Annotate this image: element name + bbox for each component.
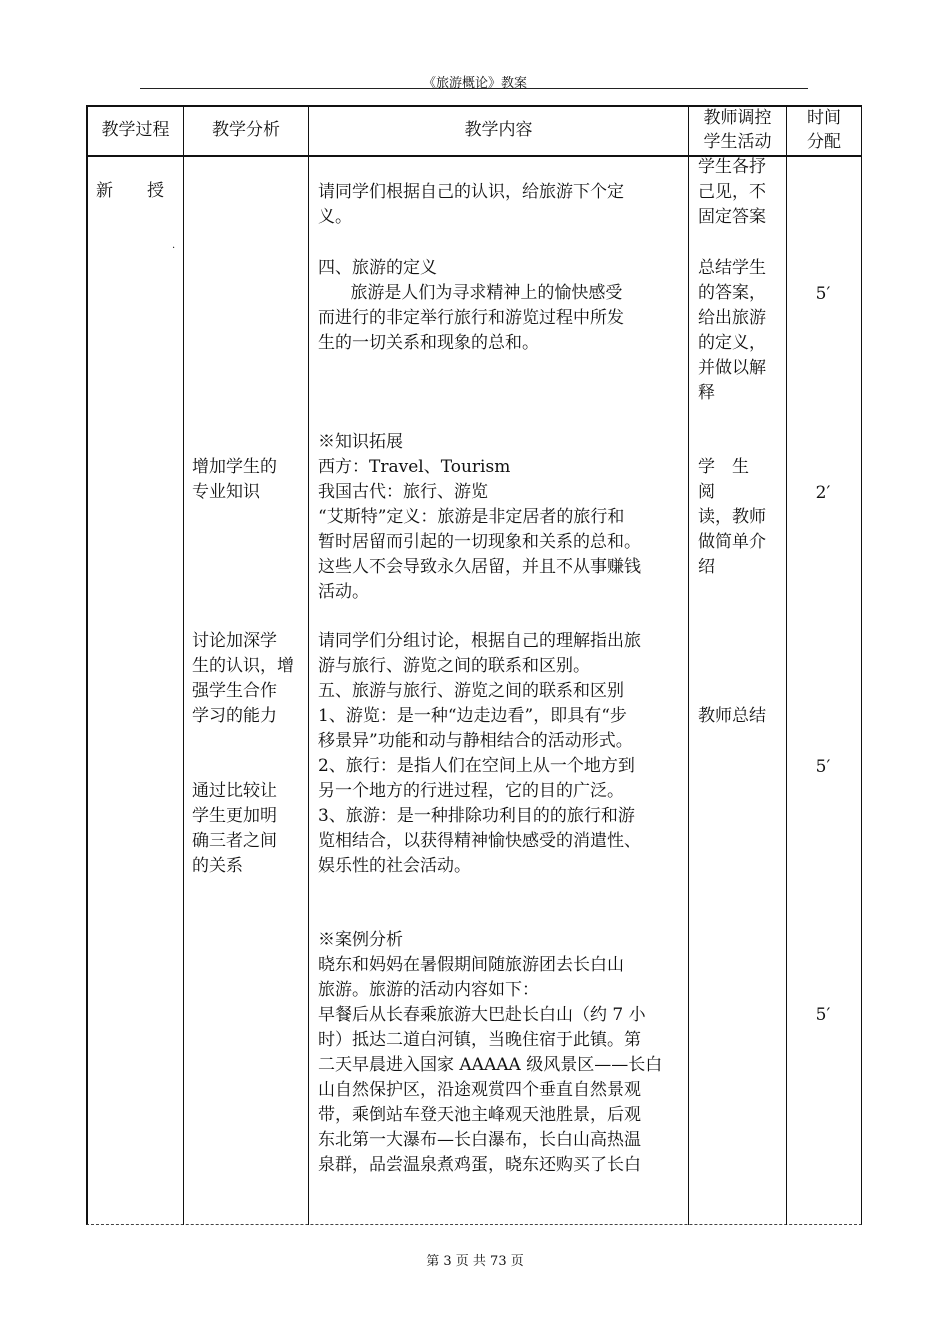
th-activity: 教师调控 学生活动: [703, 108, 772, 152]
process-label: 新 授: [96, 181, 164, 201]
analysis-1: 增加学生的 专业知识: [192, 457, 277, 502]
content-1: 请同学们根据自己的认识，给旅游下个定 义。: [318, 182, 624, 227]
analysis-2: 讨论加深学 生的认识，增 强学生合作 学习的能力: [192, 631, 294, 726]
time-4: 5′: [815, 1005, 831, 1025]
time-3: 5′: [815, 757, 831, 777]
content-2: 四、旅游的定义 旅游是人们为寻求精神上的愉快感受 而进行的非定举行旅行和游览过程中所发 生的一切关系和现象的总和。: [318, 258, 624, 353]
page-footer: 第 3 页 共 73 页: [426, 1254, 524, 1269]
activity-4: 教师总结: [698, 706, 766, 726]
margin-dot: .: [172, 240, 176, 251]
th-process: 教学过程: [101, 120, 170, 140]
header-rule: [140, 88, 808, 89]
content-5: ※案例分析 晓东和妈妈在暑假期间随旅游团去长白山 旅游。旅游的活动内容如下： 早餐后从长春乘旅游大巴赴长白山（约 7 小 时）抵达二道白河镇，当晚住宿于此镇。第 二天早晨进入国家 AAAAA 级风景区——长白 山自然保护区，沿途观赏四个垂直自然景观 带，乘倒站车登天池主峰观天池胜景，后观 东北第一大瀑布—长白瀑布，长白山高热温 泉群，品尝温泉煮鸡蛋，晓东还购买了长白: [318, 930, 663, 1175]
content-4: 请同学们分组讨论，根据自己的理解指出旅 游与旅行、游览之间的联系和区别。 五、旅游与旅行、游览之间的联系和区别 1、游览：是一种“边走边看”，即具有“步 移景异”功能和动与静相结合的活动形式。 2、旅行：是指人们在空间上从一个地方到 另一个地方的行进过程，它的目的广泛。 3、旅游：是一种排除功利目的的旅行和游 览相结合，以获得精神愉快感受的消遣性、 娱乐性的社会活动。: [318, 631, 641, 876]
time-2: 2′: [815, 483, 831, 503]
th-time: 时间 分配: [807, 108, 841, 152]
th-analysis: 教学分析: [212, 120, 280, 140]
th-content: 教学内容: [464, 120, 533, 140]
column-divider-4: [786, 105, 787, 1225]
content-3: ※知识拓展 西方：Travel、Tourism 我国古代：旅行、游览 “艾斯特”定义：旅游是非定居者的旅行和 暂时居留而引起的一切现象和关系的总和。 这些人不会导致永久居留，并且不从事赚钱 活动。: [318, 432, 641, 602]
time-1: 5′: [815, 284, 831, 304]
column-divider-2: [308, 105, 309, 1225]
page-header: 《旅游概论》教案: [422, 76, 527, 91]
activity-1: 学生各抒 己见，不 固定答案: [698, 157, 766, 227]
column-divider-3: [688, 105, 689, 1225]
column-divider-1: [183, 105, 184, 1225]
activity-3: 学 生 阅 读，教师 做简单介 绍: [698, 457, 766, 577]
activity-2: 总结学生 的答案， 给出旅游 的定义， 并做以解 释: [698, 258, 766, 403]
analysis-3: 通过比较让 学生更加明 确三者之间 的关系: [192, 781, 277, 876]
